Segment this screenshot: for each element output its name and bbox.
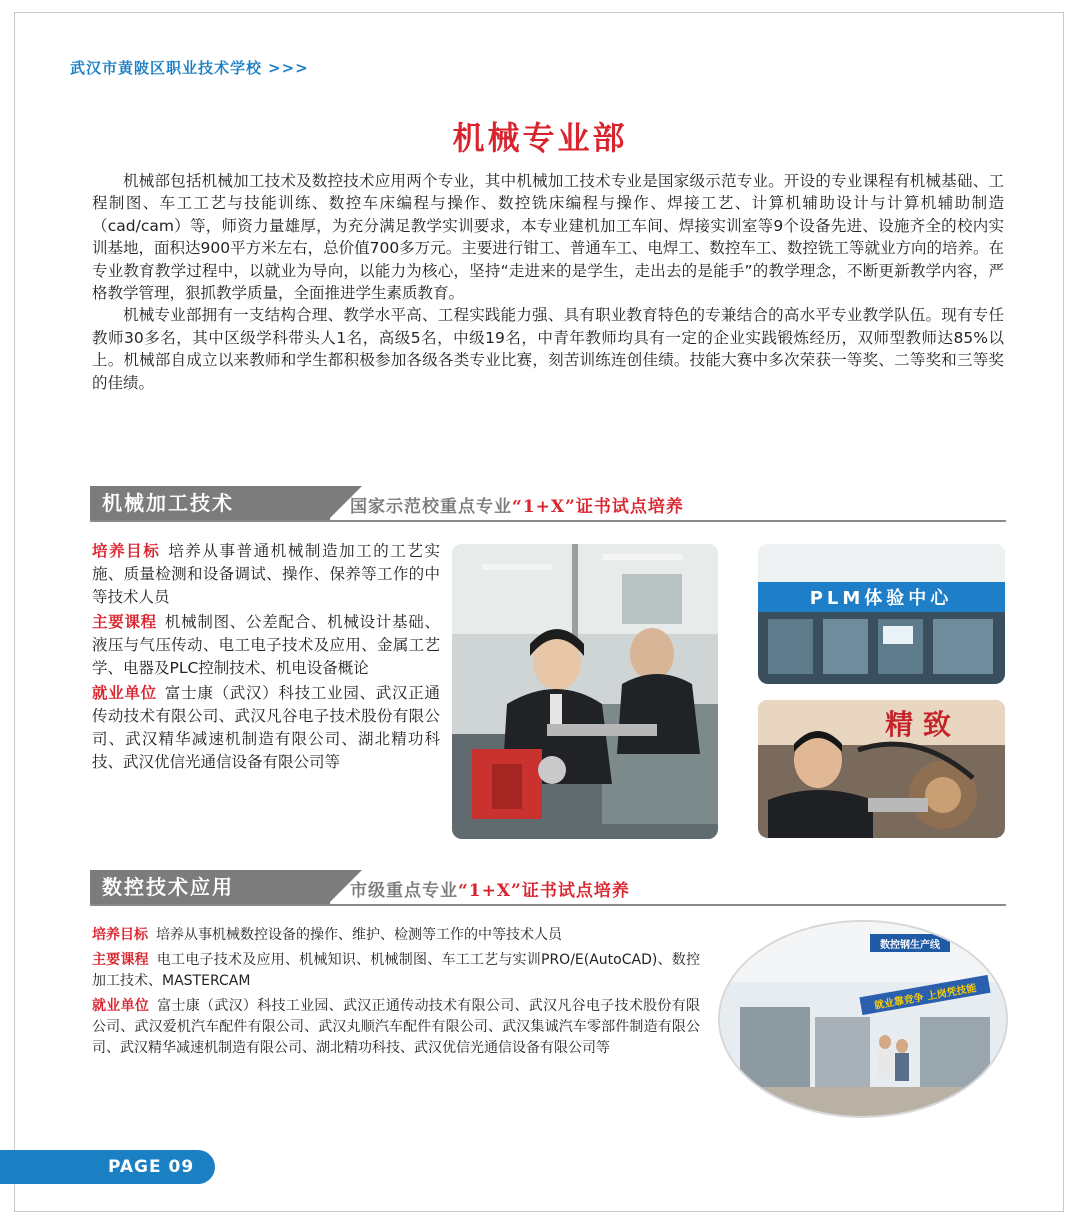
- course-text: 机械制图、公差配合、机械设计基础、液压与气压传动、电工电子技术及应用、金属工艺学、电器及PLC控制技术、机电设备概论: [92, 613, 440, 677]
- plm-sign-text: PLM体验中心: [809, 588, 953, 609]
- section2-employers: [92, 996, 700, 1059]
- school-header: [70, 57, 309, 78]
- goal-text: 培养从事机械数控设备的操作、维护、检测等工作的中等技术人员: [156, 927, 562, 943]
- goal-label: 培养目标: [92, 927, 148, 943]
- employer-text: 富士康（武汉）科技工业园、武汉正通传动技术有限公司、武汉凡谷电子技术股份有限公司、武汉精华减速机制造有限公司、湖北精功科技、武汉优信光通信设备有限公司等: [92, 684, 440, 771]
- subtitle-red: “1+X”证书试点培养: [512, 497, 684, 517]
- section-tab-machining: 机械加工技术: [90, 486, 330, 520]
- section-header-cnc: [90, 870, 1006, 910]
- section1-text: [92, 540, 440, 776]
- employer-label: 就业单位: [92, 998, 150, 1014]
- photo-student-machine: [758, 700, 1005, 838]
- photo-plm-center: [758, 544, 1005, 684]
- intro-paragraph-1: 机械部包括机械加工技术及数控技术应用两个专业，其中机械加工技术专业是国家级示范专业。开设的专业课程有机械基础、工程制图、车工工艺与技能训练、数控车床编程与操作、数控铣床编程与操作、焊接工艺、计算机辅助设计与计算机辅助制造（cad/cam）等，师资力量雄厚，为充分满足教学实训要求，本专业建机加工车间、焊接实训室等9个设备先进、设施齐全的校内实训基地，面积达900平方米左右，总价值700多万元。主要进行钳工、普通车工、电焊工、数控车工、数控铣工等就业方向的培养。在专业教育教学过程中，以就业为导向，以能力为核心，坚持“走进来的是学生，走出去的是能手”的教学理念，不断更新教学内容，严格教学管理，狠抓教学质量，全面推进学生素质教育。: [92, 172, 1004, 303]
- course-label: 主要课程: [92, 952, 149, 968]
- lathe-photo-illustration: [452, 544, 718, 839]
- intro-paragraph-2: 机械专业部拥有一支结构合理、教学水平高、工程实践能力强、具有职业教育特色的专兼结合的高水平专业教学队伍。现有专任教师30多名，其中区级学科带头人1名，高级5名，中级19名，中青年教师均具有一定的企业实践锻炼经历，双师型教师达85%以上。机械部自成立以来教师和学生都积极参加各级各类专业比赛，刻苦训练连创佳绩。技能大赛中多次荣获一等奖、二等奖和三等奖的佳绩。: [92, 306, 1004, 392]
- section-tab-cnc: 数控技术应用: [90, 870, 330, 904]
- section1-goal: [92, 540, 440, 609]
- employer-label: 就业单位: [92, 684, 157, 702]
- section1-employers: [92, 682, 440, 774]
- workshop-photo-illustration: [720, 922, 1008, 1118]
- student-photo-illustration: [758, 700, 1005, 838]
- subtitle-gray: 国家示范校重点专业: [350, 497, 512, 517]
- section1-courses: [92, 611, 440, 680]
- subtitle-gray: 市级重点专业: [350, 881, 458, 901]
- section-rule: [90, 520, 1006, 522]
- section-subtitle: [350, 876, 630, 901]
- photo-cnc-workshop: [718, 920, 1008, 1118]
- workshop-sign-top: 数控钢生产线: [880, 940, 940, 951]
- chevrons-icon: >>>: [268, 59, 309, 77]
- banner-sign-text: 精 致: [885, 708, 951, 741]
- page-number-tab: PAGE 09: [0, 1150, 215, 1184]
- course-label: 主要课程: [92, 613, 157, 631]
- subtitle-red: “1+X”证书试点培养: [458, 881, 630, 901]
- photo-lathe-students: [452, 544, 718, 839]
- course-text: 电工电子技术及应用、机械知识、机械制图、车工工艺与实训PRO/E(AutoCAD)、数控加工技术、MASTERCAM: [92, 952, 701, 989]
- page-title: 机械专业部: [452, 119, 628, 157]
- section2-goal: [92, 925, 700, 946]
- section2-text: [92, 925, 700, 1063]
- section2-courses: [92, 950, 700, 992]
- plm-photo-illustration: [758, 544, 1005, 684]
- section-header-machining: [90, 486, 1006, 526]
- workshop-banner-text: 就业靠竞争 上岗凭技能: [873, 983, 978, 1012]
- goal-text: 培养从事普通机械制造加工的工艺实施、质量检测和设备调试、操作、保养等工作的中等技术人员: [92, 542, 440, 606]
- school-name: 武汉市黄陂区职业技术学校: [70, 59, 263, 77]
- section-subtitle: [350, 492, 684, 517]
- employer-text: 富士康（武汉）科技工业园、武汉正通传动技术有限公司、武汉凡谷电子技术股份有限公司、武汉爱机汽车配件有限公司、武汉丸顺汽车配件有限公司、武汉集诚汽车零部件制造有限公司、武汉精华减速机制造有限公司、湖北精功科技、武汉优信光通信设备有限公司等: [92, 998, 700, 1056]
- goal-label: 培养目标: [92, 542, 161, 560]
- section-rule: [90, 904, 1006, 906]
- intro-text: [92, 170, 1004, 394]
